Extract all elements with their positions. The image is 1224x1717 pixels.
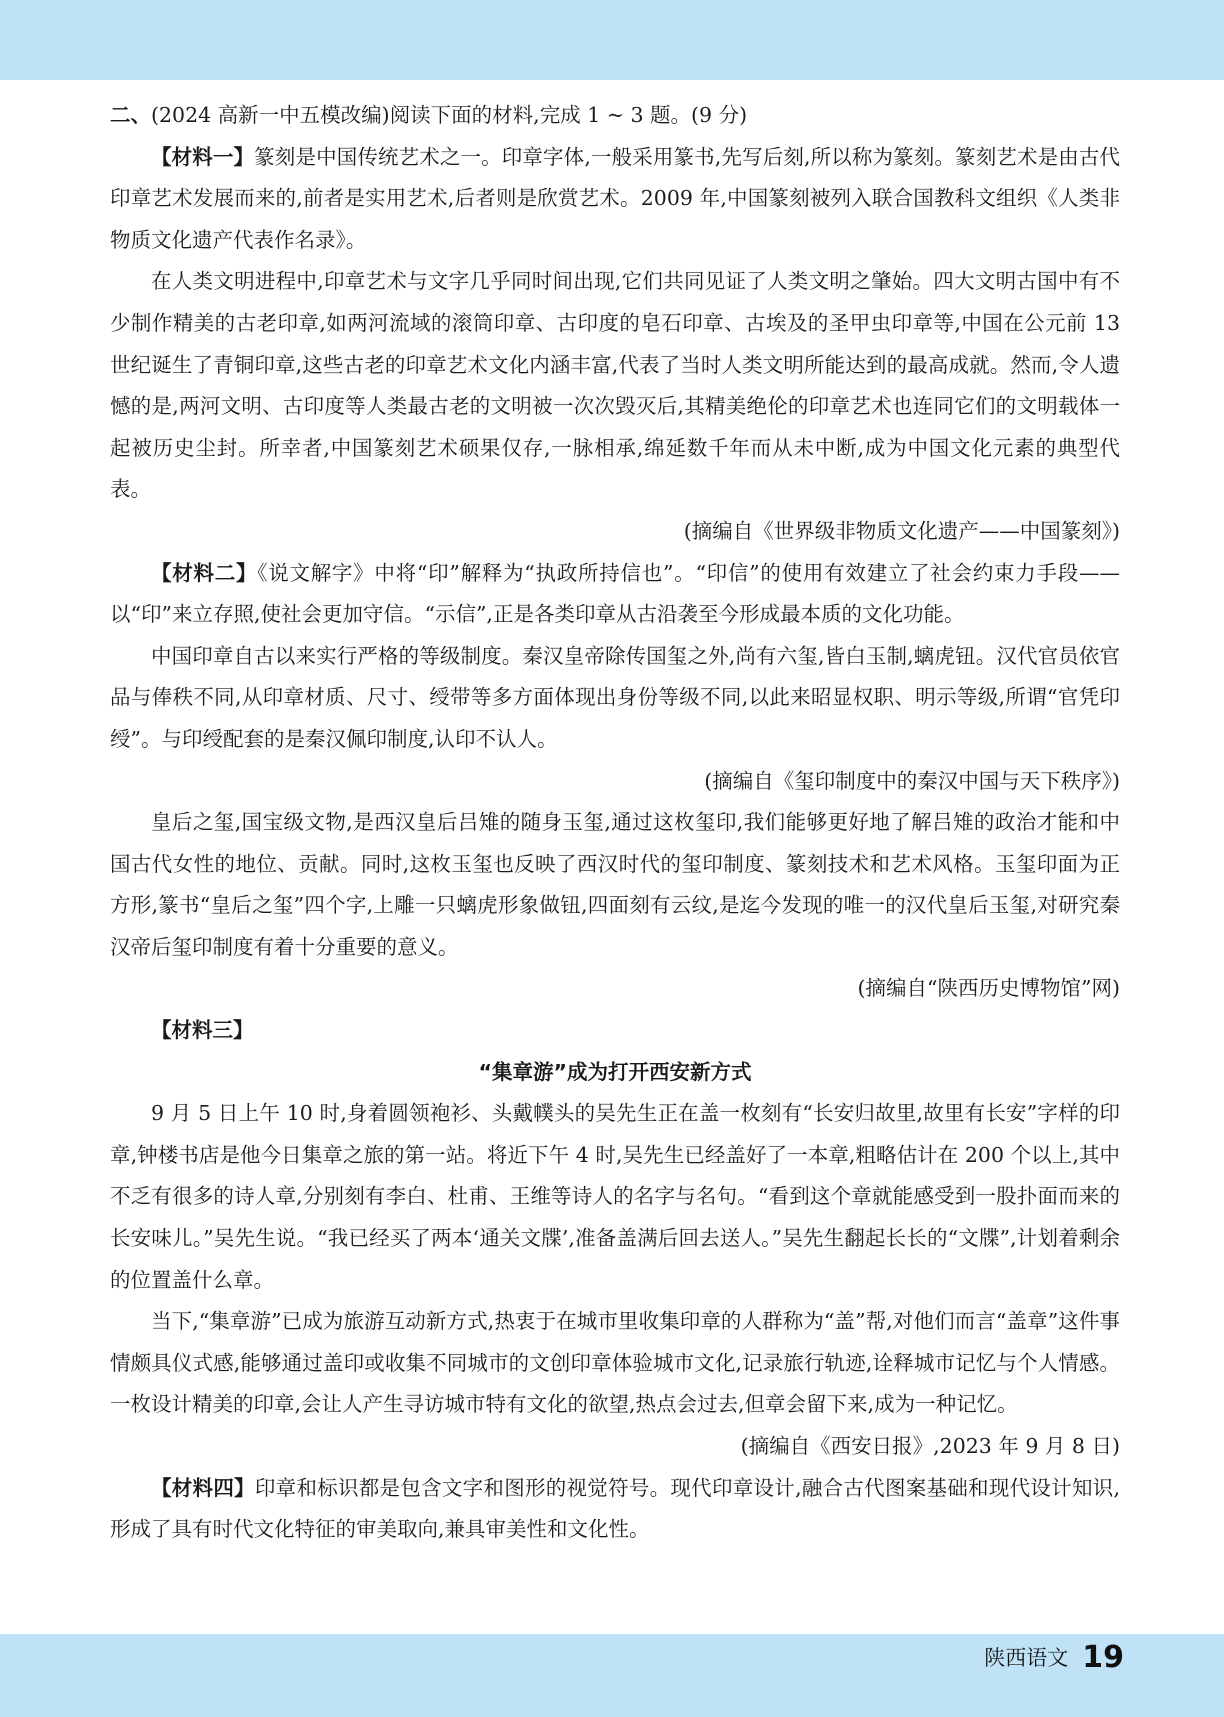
material1-source: (摘编自《世界级非物质文化遗产——中国篆刻》) [683, 518, 1120, 543]
footer-label: 陕西语文 [984, 1646, 1069, 1670]
material3-label: 【材料三】 [151, 1018, 254, 1043]
material3-title: “集章游”成为打开西安新方式 [478, 1059, 752, 1084]
material2-source-2: (摘编自“陕西历史博物馆”网) [857, 976, 1120, 1001]
material2-paragraph-1 [110, 553, 1120, 636]
material3-label-line [110, 1010, 1120, 1052]
material1-text-1: 篆刻是中国传统艺术之一。印章字体,一般采用篆书,先写后刻,所以称为篆刻。篆刻艺术是由古代印章艺术发展而来的,前者是实用艺术,后者则是欣赏艺术。2009 年,中国篆刻被列入联合国教科文组织《人类非物质文化遗产代表作名录》。 [110, 144, 1120, 252]
top-color-band [0, 0, 1224, 80]
material1-paragraph-2: 在人类文明进程中,印章艺术与文字几乎同时间出现,它们共同见证了人类文明之肇始。四大文明古国中有不少制作精美的古老印章,如两河流域的滚筒印章、古印度的皂石印章、古埃及的圣甲虫印章等,中国在公元前 13 世纪诞生了青铜印章,这些古老的印章艺术文化内涵丰富,代表了当时人类文明所能达到的最高成就。然而,令人遗憾的是,两河文明、古印度等人类最古老的文明被一次次毁灭后,其精美绝伦的印章艺术也连同它们的文明载体一起被历史尘封。所幸者,中国篆刻艺术硕果仅存,一脉相承,绵延数千年而从未中断,成为中国文化元素的典型代表。 [110, 269, 1120, 502]
page-footer [984, 1634, 1124, 1680]
material4-label: 【材料四】 [151, 1475, 255, 1500]
material4-text-1: 印章和标识都是包含文字和图形的视觉符号。现代印章设计,融合古代图案基础和现代设计知识,形成了具有时代文化特征的审美取向,兼具审美性和文化性。 [110, 1475, 1121, 1542]
material2-paragraph-3: 皇后之玺,国宝级文物,是西汉皇后吕雉的随身玉玺,通过这枚玺印,我们能够更好地了解吕雉的政治才能和中国古代女性的地位、贡献。同时,这枚玉玺也反映了西汉时代的玺印制度、篆刻技术和艺术风格。玉玺印面为正方形,篆书“皇后之玺”四个字,上雕一只螭虎形象做钮,四面刻有云纹,是迄今发现的唯一的汉代皇后玉玺,对研究秦汉帝后玺印制度有着十分重要的意义。 [110, 810, 1120, 959]
material1-paragraph-1 [110, 137, 1120, 262]
material2-paragraph-2: 中国印章自古以来实行严格的等级制度。秦汉皇帝除传国玺之外,尚有六玺,皆白玉制,螭虎钮。汉代官员依官品与俸秩不同,从印章材质、尺寸、绶带等多方面体现出身份等级不同,以此来昭显权职、明示等级,所谓“官凭印绶”。与印绶配套的是秦汉佩印制度,认印不认人。 [110, 643, 1120, 751]
material2-source-1: (摘编自《玺印制度中的秦汉中国与天下秩序》) [704, 768, 1120, 793]
page-number: 19 [1082, 1639, 1124, 1675]
question-instruction: 阅读下面的材料,完成 1 ~ 3 题。(9 分) [389, 103, 748, 127]
question-number: 二、 [110, 103, 151, 127]
material2-text-1: 《说文解字》中将“印”解释为“执政所持信也”。“印信”的使用有效建立了社会约束力手段——以“印”来立存照,使社会更加守信。“示信”,正是各类印章从古沿袭至今形成最本质的文化功能。 [110, 560, 1120, 627]
question-source-tag: (2024 高新一中五模改编) [151, 103, 390, 127]
material3-paragraph-1: 9 月 5 日上午 10 时,身着圆领袍衫、头戴幞头的吴先生正在盖一枚刻有“长安归故里,故里有长安”字样的印章,钟楼书店是他今日集章之旅的第一站。将近下午 4 时,吴先生已经盖好了一本章,粗略估计在 200 个以上,其中不乏有很多的诗人章,分别刻有李白、杜甫、王维等诗人的名字与名句。“看到这个章就能感受到一股扑面而来的长安味儿。”吴先生说。“我已经买了两本‘通关文牒’,准备盖满后回去送人。”吴先生翻起长长的“文牒”,计划着剩余的位置盖什么章。 [110, 1101, 1120, 1292]
page-content [110, 95, 1120, 1551]
material3-paragraph-2: 当下,“集章游”已成为旅游互动新方式,热衷于在城市里收集印章的人群称为“盖”帮,对他们而言“盖章”这件事情颇具仪式感,能够通过盖印或收集不同城市的文创印章体验城市文化,记录旅行轨迹,诠释城市记忆与个人情感。一枚设计精美的印章,会让人产生寻访城市特有文化的欲望,热点会过去,但章会留下来,成为一种记忆。 [110, 1309, 1120, 1417]
question-header [110, 95, 1120, 137]
material1-label: 【材料一】 [151, 144, 255, 169]
material2-label: 【材料二】 [151, 560, 258, 585]
material3-source: (摘编自《西安日报》,2023 年 9 月 8 日) [740, 1434, 1120, 1458]
material4-paragraph-1 [110, 1468, 1120, 1551]
